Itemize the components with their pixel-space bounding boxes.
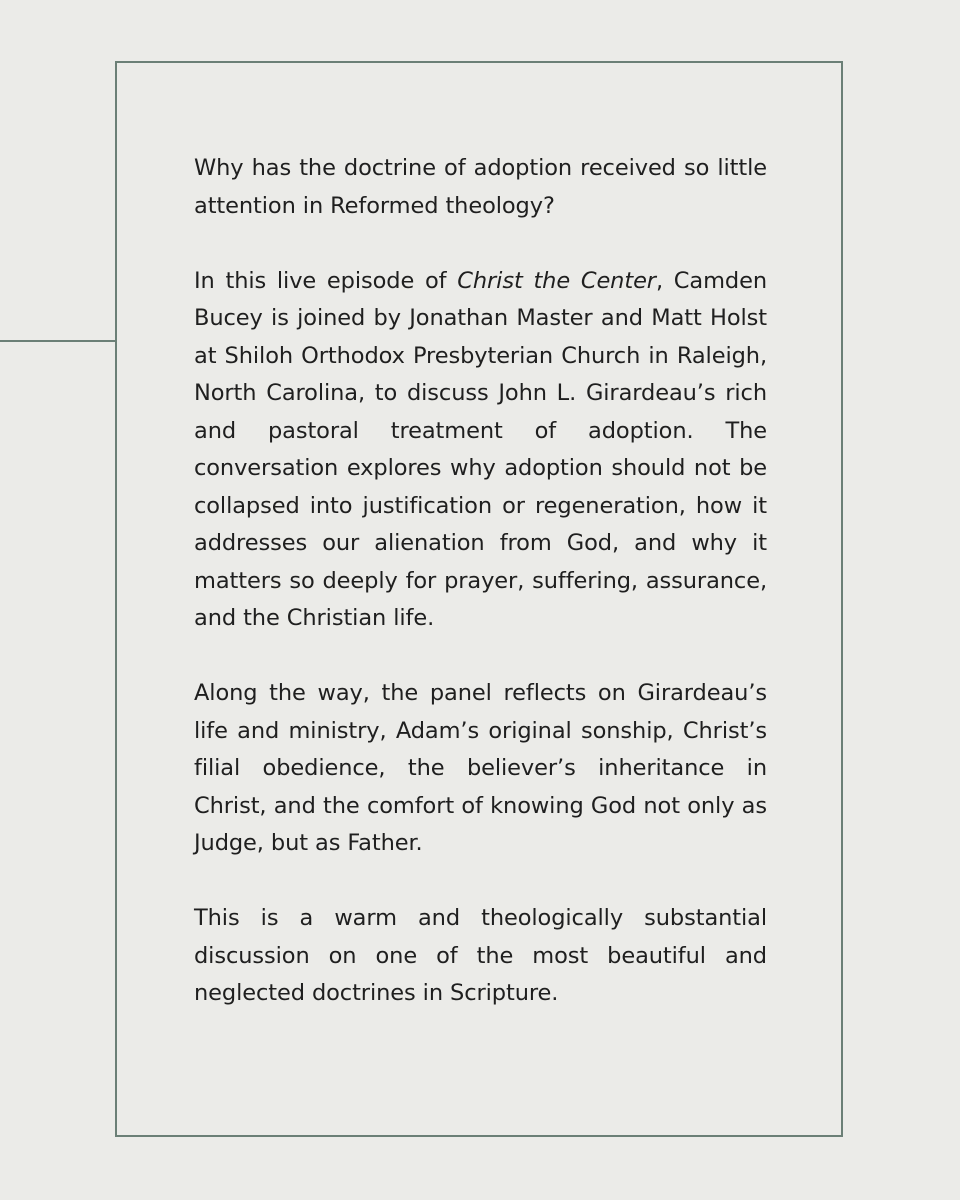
episode-details: , Camden Bucey is joined by Jonathan Master and Matt Holst at Shiloh Orthodox Presbyterian Church in Raleigh, North Carolina, to discuss John L. Girardeau’s rich and pastoral treatment of adoption. The conversation explores why adoption should not be collapsed into justification or regeneration, how it addresses our alienation from God, and why it matters so deeply for prayer, suffering, assurance, and the Christian life. xyxy=(194,267,767,631)
show-title: Christ the Center xyxy=(457,267,656,294)
question-paragraph: Why has the doctrine of adoption received so little attention in Reformed theology? xyxy=(194,155,767,219)
description-text xyxy=(194,150,767,1050)
connector-line xyxy=(0,340,116,342)
closing-paragraph: This is a warm and theologically substantial discussion on one of the most beautiful and neglected doctrines in Scripture. xyxy=(194,905,767,1006)
episode-intro: In this live episode of xyxy=(194,267,458,294)
episode-paragraph xyxy=(194,263,767,638)
topics-paragraph: Along the way, the panel reflects on Girardeau’s life and ministry, Adam’s original sonship, Christ’s filial obedience, the believer’s inheritance in Christ, and the comfort of knowing God not only as Judge, but as Father. xyxy=(194,680,767,856)
